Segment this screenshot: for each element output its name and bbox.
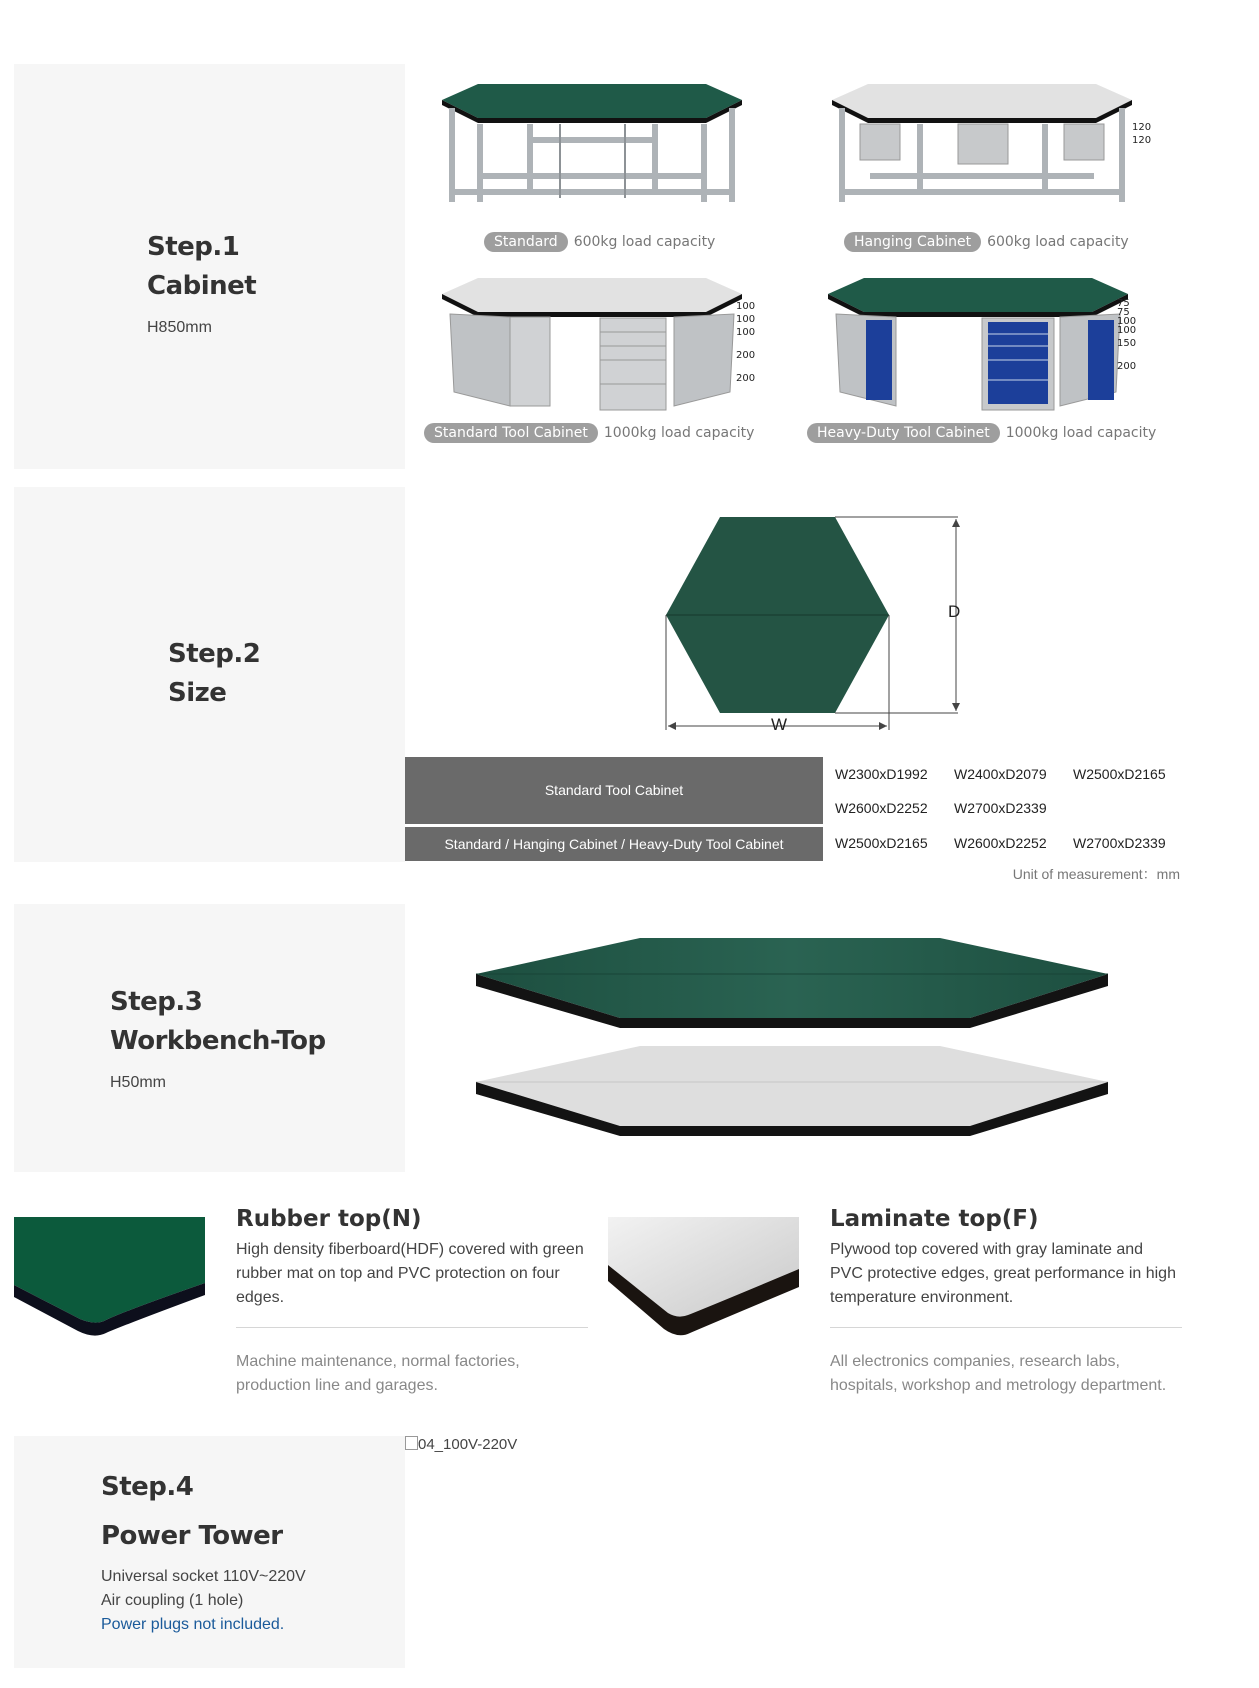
step3-title-line2: Workbench-Top [110, 1026, 326, 1056]
table-cell: W2300xD1992 [823, 757, 942, 791]
rubber-top-description: High density fiberboard(HDF) covered with green rubber mat on top and PVC protection on four edges. [236, 1241, 584, 1306]
dim-label: 120 [1132, 122, 1152, 133]
standard-tool-cabinet-load: 1000kg load capacity [603, 425, 755, 441]
hanging-cabinet-load: 600kg load capacity [987, 234, 1129, 250]
dim-label: 120 [1132, 135, 1152, 146]
dim-label: 100 [736, 327, 756, 338]
step1-title-line1: Step.1 [147, 232, 240, 262]
table-cell: W2700xD2339 [1061, 825, 1180, 861]
heavy-duty-tool-cabinet-caption [807, 423, 1156, 443]
hanging-cabinet-tag: Hanging Cabinet [844, 232, 981, 252]
rubber-top-usage: Machine maintenance, normal factories, production line and garages. [236, 1353, 520, 1394]
heavy-duty-tool-cabinet-image [826, 274, 1136, 414]
step1-title-line2: Cabinet [147, 271, 257, 301]
step4-socket-text: Universal socket 110V~220V [101, 1568, 306, 1585]
standard-tool-cabinet-dims [736, 300, 755, 385]
depth-label: D [948, 602, 961, 621]
table-cell: W2600xD2252 [942, 825, 1061, 861]
dim-label: 150 [1117, 338, 1137, 349]
table-row [405, 757, 1180, 791]
step4-plugs-note: Power plugs not included. [101, 1616, 285, 1633]
dim-label: 200 [736, 373, 756, 384]
dim-label: 100 [1117, 316, 1137, 327]
power-tower-image-placeholder [405, 1436, 517, 1453]
rubber-top-title: Rubber top(N) [236, 1206, 422, 1232]
standard-tool-cabinet-tag: Standard Tool Cabinet [424, 423, 598, 443]
hexagon-size-diagram [660, 510, 970, 738]
step3-subtitle: H50mm [110, 1074, 167, 1091]
standard-load: 600kg load capacity [573, 234, 716, 250]
step4-details [101, 1565, 306, 1637]
table-cell: W2600xD2252 [823, 791, 942, 825]
step3-title-line1: Step.3 [110, 987, 203, 1017]
step4-title-line2: Power Tower [101, 1521, 283, 1551]
laminate-top-usage: All electronics companies, research labs, hospitals, workshop and metrology department. [830, 1353, 1167, 1394]
table-row-label: Standard Tool Cabinet [405, 757, 823, 825]
dim-label: 75 [1117, 298, 1130, 309]
standard-tag: Standard [484, 232, 568, 252]
hanging-cabinet-dims [1132, 121, 1151, 147]
step1-title [147, 228, 256, 306]
workbench-tops-image [470, 930, 1120, 1140]
step1-subtitle: H850mm [147, 319, 212, 336]
table-row-label: Standard / Hanging Cabinet / Heavy-Duty Tool Cabinet [405, 825, 823, 861]
table-cell: W2500xD2165 [1061, 757, 1180, 791]
hanging-cabinet-caption [844, 232, 1129, 252]
step3-title [110, 983, 326, 1061]
size-table [405, 757, 1180, 861]
standard-caption [484, 232, 715, 252]
heavy-duty-tool-cabinet-load: 1000kg load capacity [1005, 425, 1157, 441]
step2-title-line1: Step.2 [168, 639, 261, 669]
unit-note: Unit of measurement：mm [1012, 866, 1180, 882]
broken-image-icon [405, 1436, 418, 1450]
dim-label: 200 [736, 350, 756, 361]
table-cell: W2700xD2339 [942, 791, 1061, 825]
dim-label: 100 [1117, 325, 1137, 336]
laminate-top-description: Plywood top covered with gray laminate and PVC protective edges, great performance in high temperature environment. [830, 1241, 1176, 1306]
laminate-top-title: Laminate top(F) [830, 1206, 1039, 1232]
dim-label: 100 [736, 301, 756, 312]
dim-label: 100 [736, 314, 756, 325]
table-cell: W2400xD2079 [942, 757, 1061, 791]
hanging-cabinet-workbench-image [830, 80, 1140, 210]
width-label: W [771, 715, 788, 734]
step2-title-line2: Size [168, 678, 227, 708]
power-tower-image-alt: 04_100V-220V [418, 1436, 518, 1453]
table-cell-empty [1061, 791, 1180, 825]
laminate-top-swatch [608, 1217, 799, 1339]
heavy-duty-tool-cabinet-tag: Heavy-Duty Tool Cabinet [807, 423, 1000, 443]
step4-title-line1: Step.4 [101, 1472, 194, 1502]
rubber-top-swatch [14, 1217, 205, 1339]
step2-title [168, 635, 260, 713]
table-cell: W2500xD2165 [823, 825, 942, 861]
standard-workbench-image [440, 80, 750, 210]
standard-tool-cabinet-caption [424, 423, 754, 443]
step4-air-coupling-text: Air coupling (1 hole) [101, 1592, 244, 1609]
table-row [405, 825, 1180, 861]
divider [236, 1327, 588, 1328]
standard-tool-cabinet-image [440, 274, 750, 414]
dim-label: 200 [1117, 361, 1137, 372]
dim-label: 75 [1117, 307, 1130, 318]
heavy-duty-tool-cabinet-dims [1117, 299, 1136, 371]
divider [830, 1327, 1182, 1328]
